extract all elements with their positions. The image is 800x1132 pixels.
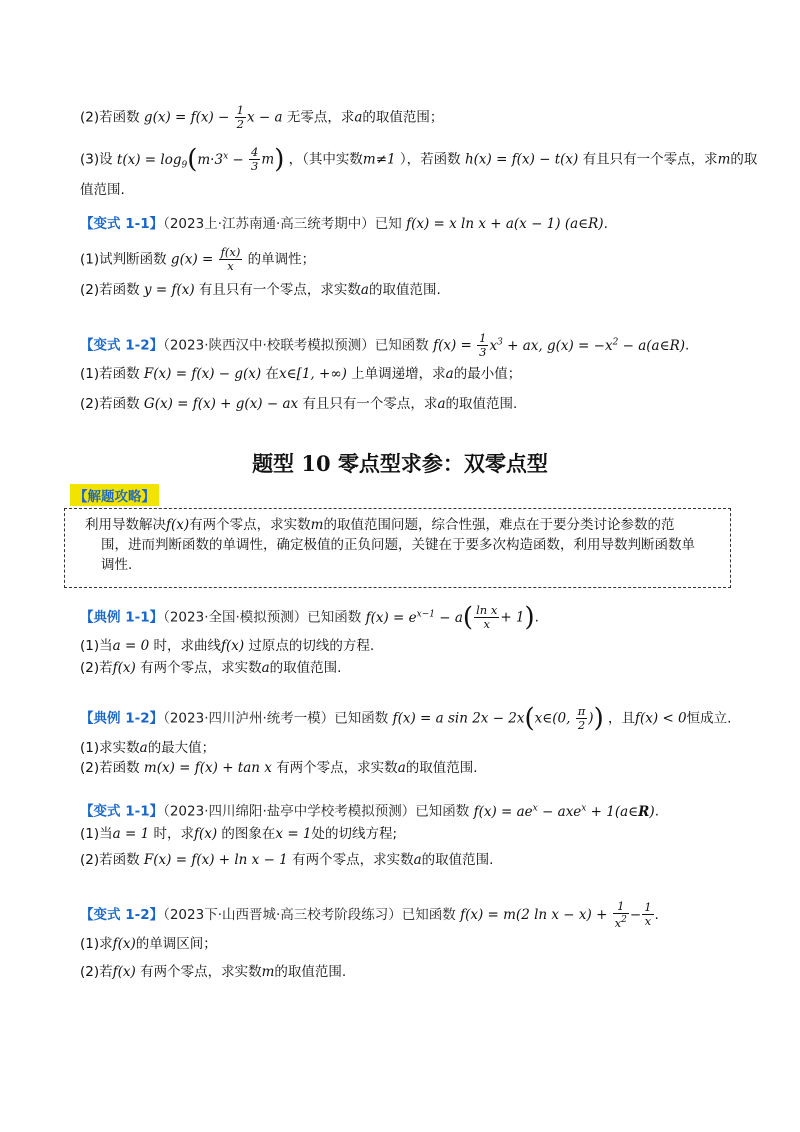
problem-header: 【变式 1-2】（2023·陕西汉中·校联考模拟预测）已知函数 f(x) = $\frac{1}{3}$ $x^3$ + ax, $g(x) = -x^2$ − a(a∈R). [80,331,690,359]
problem-tag: 【变式 1-1】 [80,803,164,820]
problem-line: (2)若函数 g(x) = f(x) − $\frac{1}{2}$ x − a 无零点，求a的取值范围； [80,103,444,131]
formula: y = f(x) [143,282,195,298]
problem-line: (2)若f(x) 有两个零点，求实数a的取值范围. [80,660,342,676]
formula: m(x) = f(x) + tan x [143,760,272,776]
problem-line: (1)求f(x)的单调区间； [80,936,217,952]
formula: f(x) = [433,337,477,354]
problem-line: 值范围. [80,182,125,198]
problem-line: (1)若函数 F(x) = f(x) − g(x) 在x∈[1, +∞) 上单调递增，求a的最小值； [80,366,522,382]
fraction: $\frac{1}{x^2}$ [614,899,627,930]
fraction: $\frac{1}{3}$ [479,331,487,359]
problem-tag: 【典例 1-1】 [80,609,164,626]
problem-header: 【变式 1-1】（2023上·江苏南通·高三统考期中）已知 f(x) = x ln x + a(x − 1) (a∈R). [80,216,608,232]
fraction: $\frac{\text{ln x}}{x}$ [476,603,498,631]
problem-header: 【典例 1-2】（2023·四川泸州·统考一模）已知函数 f(x) = a sin 2x − 2x(x∈(0, $\frac{\pi}{2}$ )) ，且f(x) < 0恒成立. [80,703,732,734]
formula: g(x) = f(x) − [143,109,234,126]
formula: g(x) = [170,251,218,268]
problem-header: 【变式 1-1】（2023·四川绵阳·盐亭中学校考模拟预测）已知函数 $f(x) = ae^x - axe^x$ + 1(a∈R). [80,803,659,820]
problem-tag: 【典例 1-2】 [80,710,164,727]
problem-line: (3)设 $t(x) = \log_9(m\cdot 3^x$ − $\frac{4}{3}$ m) ，（其中实数m≠1 ），若函数 h(x) = f(x) − t(x) 有且只有一个零点，求m的取 [80,144,758,175]
formula: F(x) = f(x) + ln x − 1 [143,852,288,868]
formula: x − a [246,109,283,126]
problem-line: (2)若函数 m(x) = f(x) + tan x 有两个零点，求实数a的取值范围. [80,760,478,776]
formula: F(x) = f(x) − g(x) [143,366,262,382]
problem-line: (2)若函数 y = f(x) 有且只有一个零点，求实数a的取值范围. [80,282,441,298]
formula: f(x) = a sin 2x − 2x [392,710,525,727]
problem-line: (1)试判断函数 g(x) = $\frac{f(x)}{x}$ 的单调性； [80,245,316,273]
formula: f(x) = x ln x + a(x − 1) (a∈R) [406,216,604,232]
formula: f(x) = m(2 ln x − x) + [460,906,612,923]
problem-header: 【典例 1-1】（2023·全国·模拟预测）已知函数 $f(x) = e^{x-1} - a$( $\frac{\text{ln x}}{x}$ + 1). [80,602,539,633]
problem-header: 【变式 1-2】（2023下·山西晋城·高三校考阶段练习）已知函数 f(x) = m(2 ln x − x) + $\frac{1}{x^2}$ − $\frac{1}{x}$ . [80,899,659,930]
problem-line: (1)当a = 1 时，求f(x) 的图象在x = 1处的切线方程; [80,826,398,842]
problem-tag: 【变式 1-1】 [80,216,164,232]
problem-line: (2)若函数 G(x) = f(x) + g(x) − ax 有且只有一个零点，求a的取值范围. [80,396,518,412]
problem-tag: 【变式 1-2】 [80,906,164,923]
fraction: $\frac{f(x)}{x}$ [220,245,241,273]
fraction: $\frac{1}{2}$ [236,103,244,131]
formula: $f(x) = ae^x - axe^x$ + 1(a∈R) [473,803,655,820]
problem-line: (1)求实数a的最大值； [80,740,216,756]
problem-line: (2)若f(x) 有两个零点，求实数m的取值范围. [80,964,347,980]
formula: h(x) = f(x) − t(x) [464,151,579,168]
problem-line: (1)当a = 0 时，求曲线f(x) 过原点的切线的方程. [80,638,375,654]
fraction: $\frac{\pi}{2}$ [577,704,586,732]
formula: $f(x) = e^{x-1} - a$ [365,609,463,626]
fraction: $\frac{1}{x}$ [644,900,652,929]
fraction: $\frac{4}{3}$ [251,145,259,173]
strategy-badge: 【解题攻略】 [70,484,159,506]
strategy-box: 利用导数解决f(x)有两个零点，求实数m的取值范围问题，综合性强，难点在于要分类讨论参数的范 围，进而判断函数的单调性，确定极值的正负问题，关键在于要多次构造函数，利用导数判断函数单 调性. [64,508,731,588]
problem-tag: 【变式 1-2】 [80,337,164,354]
formula: G(x) = f(x) + g(x) − ax [143,396,299,412]
formula: $t(x) = \log_9$ [116,151,188,171]
section-title: 题型 10 零点型求参：双零点型 [252,451,548,476]
problem-line: (2)若函数 F(x) = f(x) + ln x − 1 有两个零点，求实数a的取值范围. [80,852,494,868]
